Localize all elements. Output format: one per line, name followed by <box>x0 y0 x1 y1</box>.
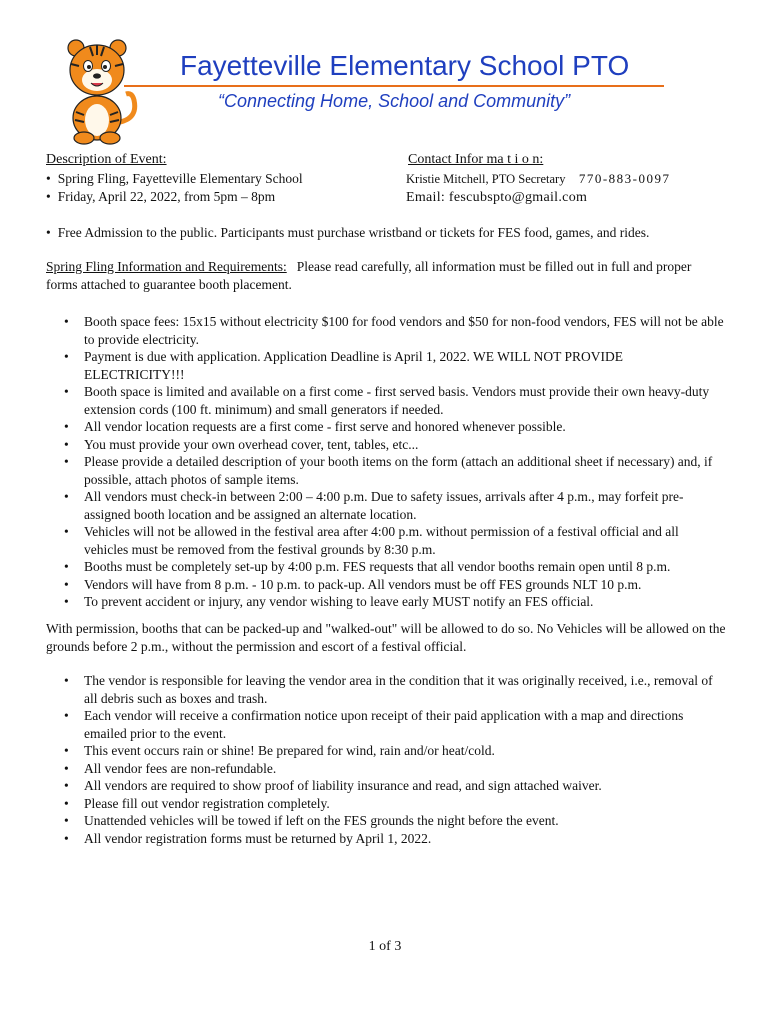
contact-heading: Contact Infor ma t i o n: <box>408 152 544 167</box>
list-item: • This event occurs rain or shine! Be prepared for wind, rain and/or heat/cold. <box>84 742 726 760</box>
requirements-intro <box>46 258 726 294</box>
requirements-heading: Spring Fling Information and Requirements: <box>46 259 287 274</box>
event-item: • Friday, April 22, 2022, from 5pm – 8pm <box>46 189 303 207</box>
tiger-mascot-icon <box>54 34 140 146</box>
contact-phone: 770-883-0097 <box>578 171 671 186</box>
event-heading: Description of Event: <box>46 152 167 167</box>
tagline: “Connecting Home, School and Community” <box>218 91 571 111</box>
list-item: • Booth space is limited and available on a first come - first served basis. Vendors must provide their own heavy-duty extension cords (100 ft. minimum) and small generators if needed. <box>84 383 726 418</box>
event-details <box>46 171 303 207</box>
list-item: • The vendor is responsible for leaving the vendor area in the condition that it was originally received, i.e., removal of all debris such as boxes and trash. <box>84 672 726 707</box>
list-item: • All vendor fees are non-refundable. <box>84 760 726 778</box>
permission-note: With permission, booths that can be packed-up and "walked-out" will be allowed to do so. No Vehicles will be allowed on the grounds before 2 p.m., without the permission and escort of a festival official. <box>46 621 726 654</box>
list-item: • All vendors must check-in between 2:00 – 4:00 p.m. Due to safety issues, arrivals after 4 p.m., may forfeit pre-assigned booth location and be assigned an alternate location. <box>84 488 726 523</box>
list-item: • Each vendor will receive a confirmation notice upon receipt of their paid application with a map and directions emailed prior to the event. <box>84 707 726 742</box>
contact-name: Kristie Mitchell, PTO Secretary <box>406 172 566 186</box>
list-item: • All vendor location requests are a first come - first serve and honored whenever possible. <box>84 418 726 436</box>
title-underline <box>124 85 664 87</box>
page-number: 1 of 3 <box>368 939 402 954</box>
contact-email: Email: fescubspto@gmail.com <box>406 190 588 205</box>
contact-info <box>406 171 671 209</box>
requirements-intro-text: Please read carefully, all information must be filled out in full and proper forms attached to guarantee booth placement. <box>46 259 692 292</box>
vendor-rules-list <box>84 672 726 847</box>
requirements-list <box>84 313 726 611</box>
list-item: • You must provide your own overhead cover, tent, tables, etc... <box>84 436 726 454</box>
event-item: • Spring Fling, Fayetteville Elementary School <box>46 171 303 189</box>
list-item: • Please fill out vendor registration completely. <box>84 795 726 813</box>
list-item: • To prevent accident or injury, any vendor wishing to leave early MUST notify an FES official. <box>84 593 726 611</box>
free-admission-note: • Free Admission to the public. Participants must purchase wristband or tickets for FES food, games, and rides. <box>46 225 649 241</box>
list-item: • Vehicles will not be allowed in the festival area after 4:00 p.m. without permission of a festival official and all vehicles must be removed from the festival grounds by 8:30 p.m. <box>84 523 726 558</box>
list-item: • Booths must be completely set-up by 4:00 p.m. FES requests that all vendor booths remain open until 8 p.m. <box>84 558 726 576</box>
list-item: • Please provide a detailed description of your booth items on the form (attach an additional sheet if necessary) and, if possible, attach photos of sample items. <box>84 453 726 488</box>
list-item: • Payment is due with application. Application Deadline is April 1, 2022. WE WILL NOT PROVIDE ELECTRICITY!!! <box>84 348 726 383</box>
list-item: • All vendor registration forms must be returned by April 1, 2022. <box>84 830 726 848</box>
list-item: • Booth space fees: 15x15 without electricity $100 for food vendors and $50 for non-food vendors, FES will not be able to provide electricity. <box>84 313 726 348</box>
list-item: • Vendors will have from 8 p.m. - 10 p.m. to pack-up. All vendors must be off FES grounds NLT 10 p.m. <box>84 576 726 594</box>
list-item: • All vendors are required to show proof of liability insurance and read, and sign attached waiver. <box>84 777 726 795</box>
list-item: • Unattended vehicles will be towed if left on the FES grounds the night before the event. <box>84 812 726 830</box>
page-title: Fayetteville Elementary School PTO <box>180 50 630 81</box>
